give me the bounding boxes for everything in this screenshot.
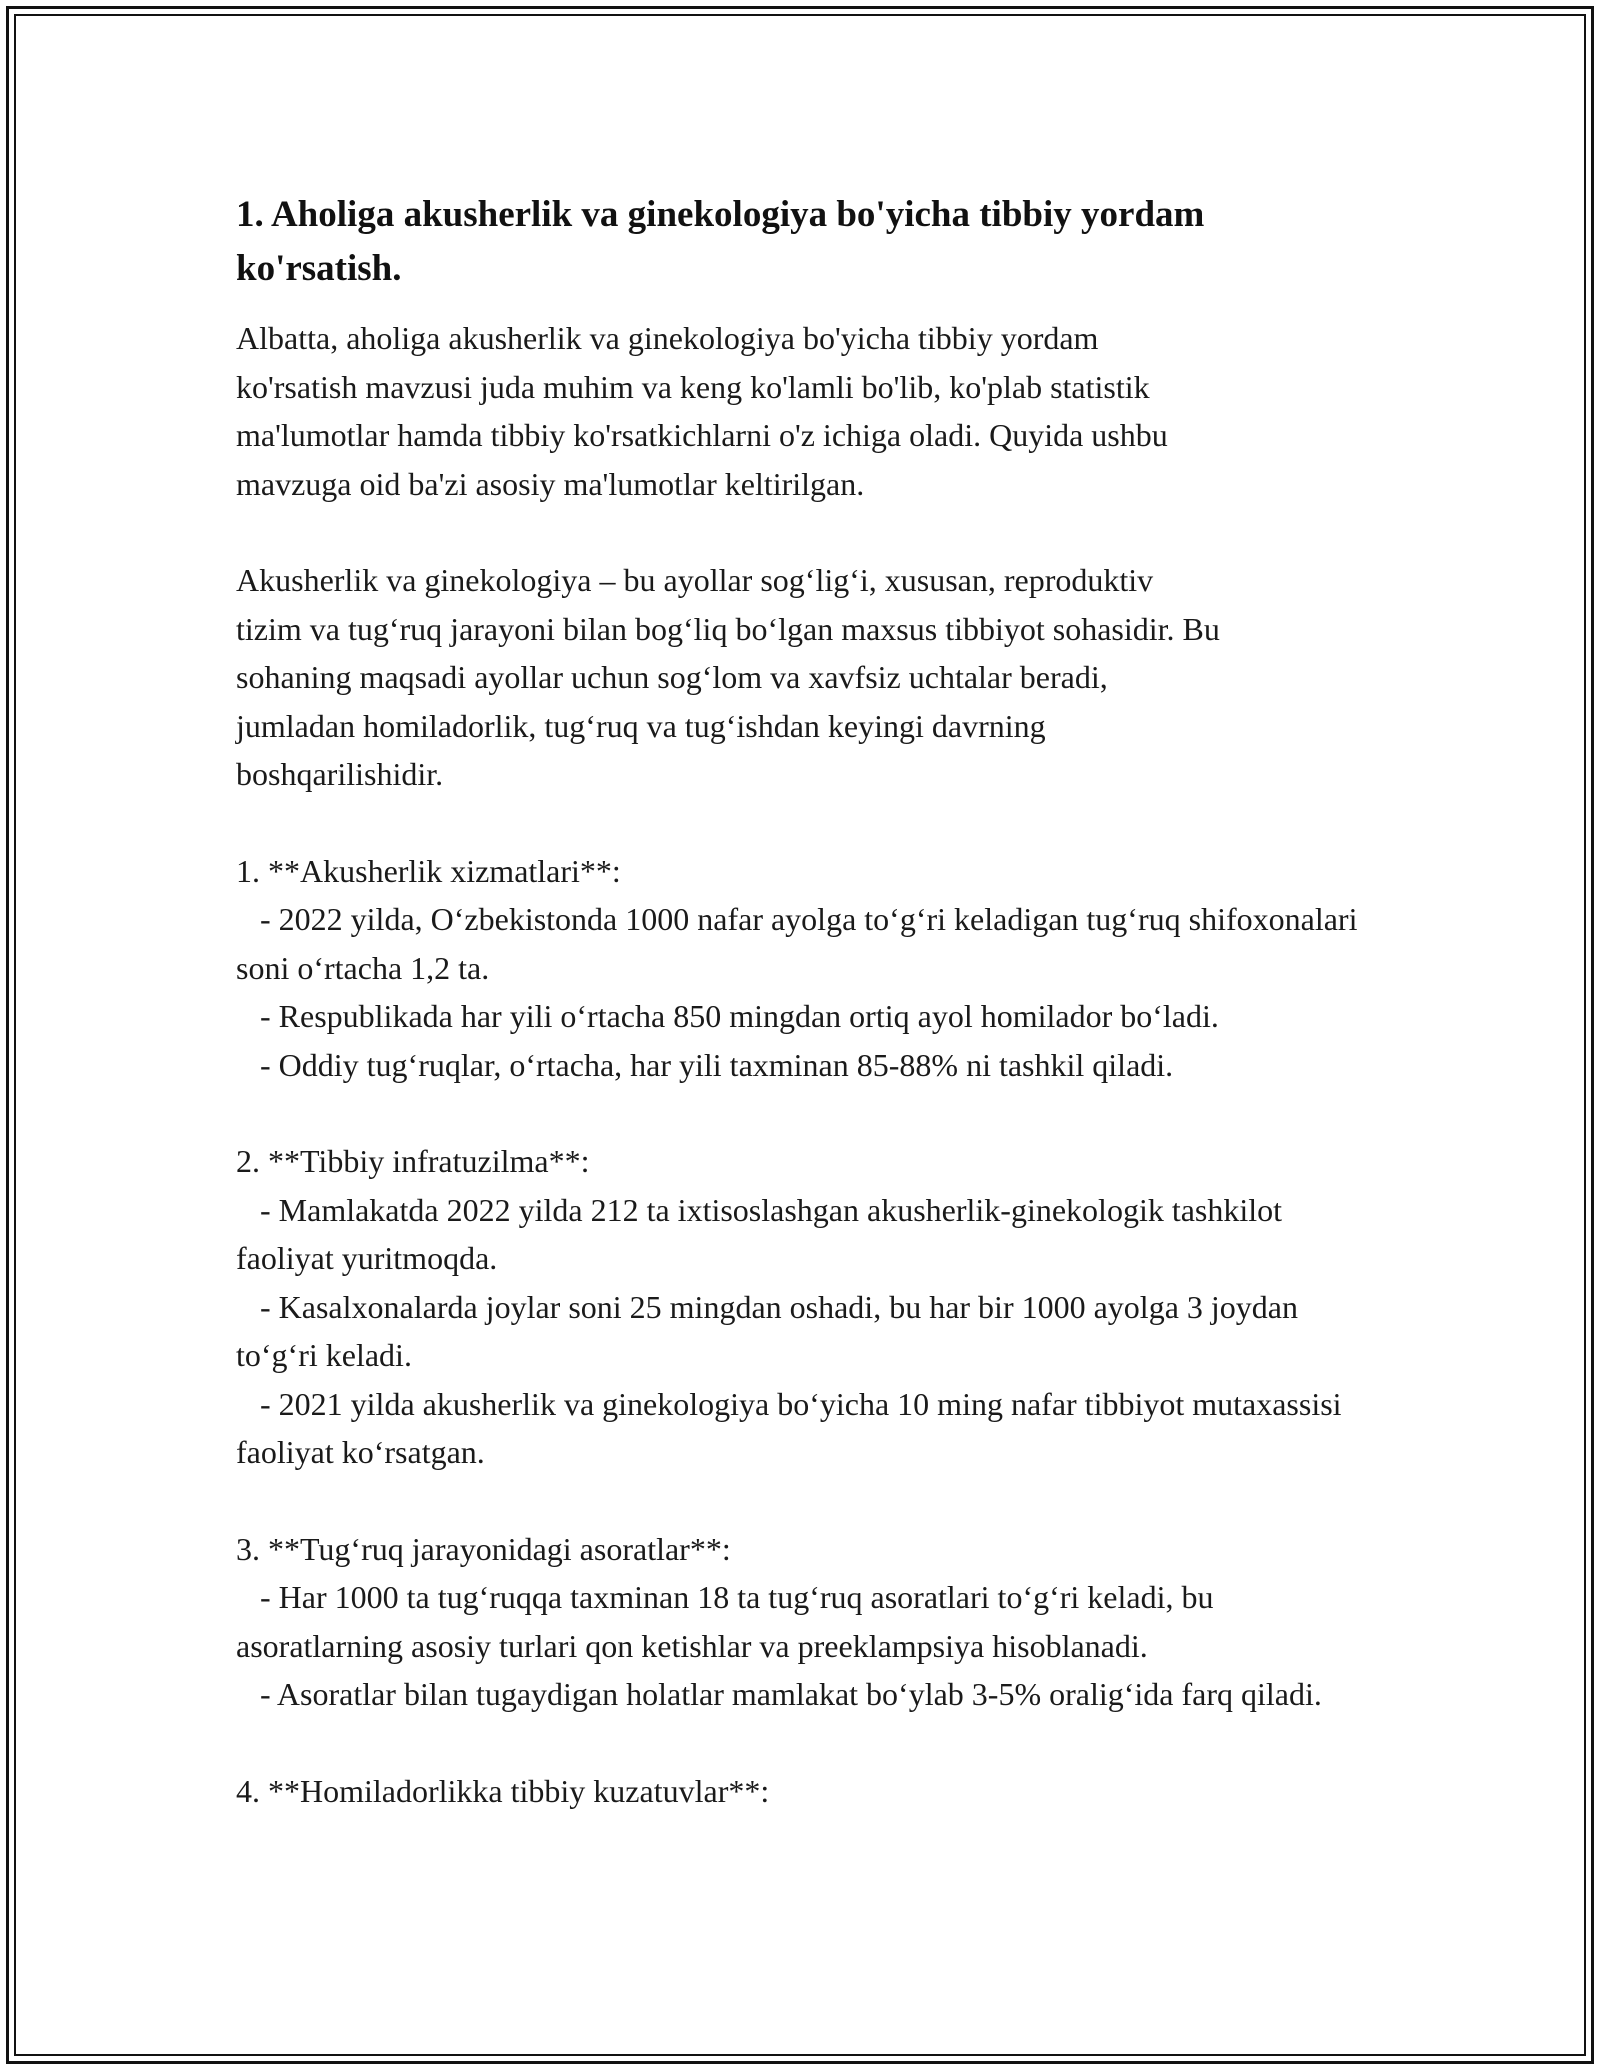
list-item: - 2022 yilda, O‘zbekistonda 1000 nafar ayolga to‘g‘ri keladigan tug‘ruq shifoxonalari soni o‘rtacha 1,2 ta.: [236, 901, 1366, 986]
list-item: - Asoratlar bilan tugaydigan holatlar mamlakat bo‘ylab 3-5% oralig‘ida farq qiladi.: [236, 1676, 1322, 1712]
section-pregnancy-monitoring: [236, 1767, 1376, 1816]
section-obstetric-services: [236, 847, 1376, 1090]
list-item: - Har 1000 ta tug‘ruqqa taxminan 18 ta tug‘ruq asoratlari to‘g‘ri keladi, bu asoratlarning asosiy turlari qon ketishlar va preeklampsiya hisoblanadi.: [236, 1579, 1222, 1664]
document-body: [236, 188, 1376, 1863]
section-heading: 2. **Tibbiy infratuzilma**:: [236, 1143, 590, 1179]
section-heading: 1. **Akusherlik xizmatlari**:: [236, 852, 621, 889]
section-heading: 3. **Tug‘ruq jarayonidagi asoratlar**:: [236, 1530, 731, 1567]
list-item: - Respublikada har yili o‘rtacha 850 mingdan ortiq ayol homilador bo‘ladi.: [236, 998, 1219, 1034]
section-heading: 4. **Homiladorlikka tibbiy kuzatuvlar**:: [236, 1772, 770, 1809]
list-item: - Oddiy tug‘ruqlar, o‘rtacha, har yili taxminan 85-88% ni tashkil qiladi.: [236, 1046, 1174, 1083]
section-medical-infrastructure: [236, 1137, 1376, 1477]
document-title: 1. Aholiga akusherlik va ginekologiya bo'yicha tibbiy yordam ko'rsatish.: [236, 194, 1205, 289]
list-item: - Kasalxonalarda joylar soni 25 mingdan oshadi, bu har bir 1000 ayolga 3 joydan to‘g‘ri keladi.: [236, 1288, 1306, 1373]
list-item: - 2021 yilda akusherlik va ginekologiya bo‘yicha 10 ming nafar tibbiyot mutaxassisi faoliyat ko‘rsatgan.: [236, 1385, 1350, 1470]
intro-paragraph: Albatta, aholiga akusherlik va ginekologiya bo'yicha tibbiy yordam ko'rsatish mavzusi juda muhim va keng ko'lamli bo'lib, ko'plab statistik ma'lumotlar hamda tibbiy ko'rsatkichlarni o'z ichiga oladi. Quyida ushbu mavzuga oid ba'zi asosiy ma'lumotlar keltirilgan.: [236, 320, 1168, 502]
section-childbirth-complications: [236, 1525, 1376, 1719]
definition-paragraph: Akusherlik va ginekologiya – bu ayollar sog‘lig‘i, xususan, reproduktiv tizim va tug‘ruq jarayoni bilan bog‘liq bo‘lgan maxsus tibbiyot sohasidir. Bu sohaning maqsadi ayollar uchun sog‘lom va xavfsiz uchtalar beradi, jumladan homiladorlik, tug‘ruq va tug‘ishdan keyingi davrning boshqarilishidir.: [236, 562, 1220, 792]
list-item: - Mamlakatda 2022 yilda 212 ta ixtisoslashgan akusherlik-ginekologik tashkilot faoliyat yuritmoqda.: [236, 1191, 1291, 1276]
